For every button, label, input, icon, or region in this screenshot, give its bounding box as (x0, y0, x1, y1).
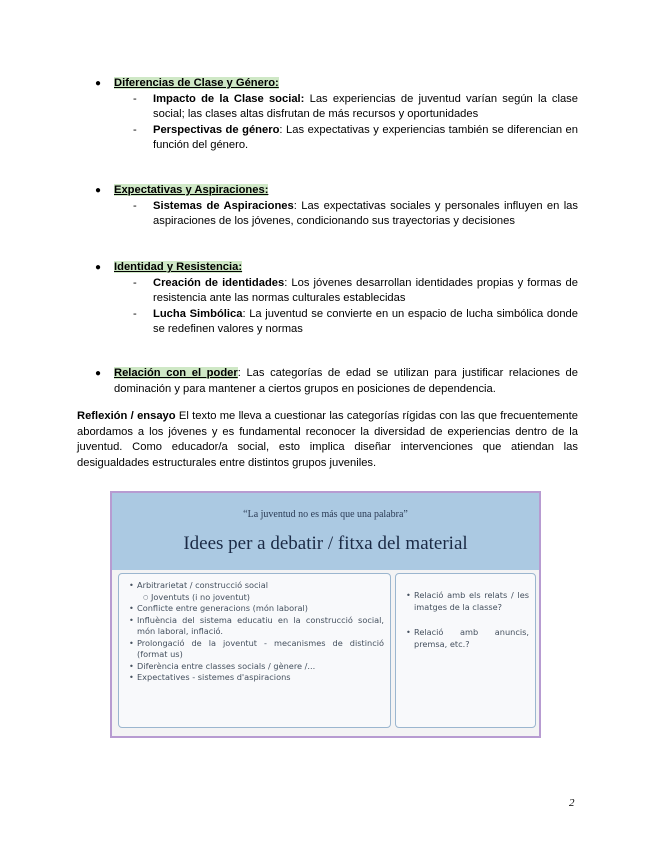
list-item: • Expectatives - sistemes d'aspiracions (129, 672, 384, 684)
dash-icon: - (133, 92, 137, 105)
reflection-paragraph: Reflexión / ensayo El texto me lleva a cuestionar las categorías rígidas con las que frecuentemente abordamos a los jóvenes y es fundamental reconocer la diversidad de experiencias dentro de la juventud. Como educador/a social, esto implica diseñar intervenciones que atiendan las desigualdades estructurales entre distintos grupos juveniles. (77, 410, 578, 469)
list-item: • Arbitrarietat / construcció social (129, 580, 384, 592)
list-item: ○ Joventuts (i no joventut) (129, 592, 384, 604)
bullet-paragraph: ● Relación con el poder: Las categorías de edad se utilizan para justificar relaciones de dominación y para mantener a ciertos grupos en posiciones de dependencia. (95, 367, 578, 395)
section-class-gender (94, 76, 578, 154)
list-item: • Influència del sistema educatiu en la construcció social, món laboral, inflació. (129, 615, 384, 638)
bullet-icon: ● (95, 78, 102, 89)
bullet-heading: ● Diferencias de Clase y Género: (94, 76, 578, 92)
list-item: - Impacto de la Clase social: Las experiencias de juventud varían según la clase social; las clases altas disfrutan de más recursos y oportunidades (133, 92, 578, 121)
list-item: • Diferència entre classes socials / gènere /... (129, 661, 384, 673)
dash-icon: - (133, 276, 137, 289)
bullet-heading: ● Identidad y Resistencia: (94, 260, 578, 276)
list-item: • Relació amb anuncis, premsa, etc.? (406, 627, 529, 650)
slide-header (112, 493, 539, 570)
slide-right-panel (395, 573, 536, 728)
list-item: • Conflicte entre generacions (món laboral) (129, 603, 384, 615)
bullet-icon: ● (95, 262, 102, 273)
list-item: - Creación de identidades: Los jóvenes desarrollan identidades propias y formas de resistencia ante las normas culturales establecidas (133, 276, 578, 305)
list-item: • Relació amb els relats / les imatges de la classe? (406, 590, 529, 613)
slide-image (110, 491, 541, 738)
list-item: - Perspectivas de género: Las expectativas y experiencias también se diferencian en función del género. (133, 123, 578, 152)
list-item: - Sistemas de Aspiraciones: Las expectativas sociales y personales influyen en las aspiraciones de los jóvenes, condicionando sus trayectorias y decisiones (133, 199, 578, 228)
bullet-icon: ● (95, 185, 102, 196)
section-expectations (94, 183, 578, 230)
dash-icon: - (133, 123, 137, 136)
slide-title: Idees per a debatir / fitxa del material (183, 533, 468, 554)
section-power (94, 366, 578, 397)
bullet-icon: ● (95, 368, 102, 379)
list-item: - Lucha Simbólica: La juventud se convierte en un espacio de lucha simbólica donde se redefinen valores y normas (133, 307, 578, 336)
list-item: • Prolongació de la joventut - mecanismes de distinció (format us) (129, 638, 384, 661)
slide-left-panel (118, 573, 391, 728)
page-number: 2 (569, 797, 575, 809)
slide-quote: “La juventud no es más que una palabra” (243, 509, 408, 520)
dash-icon: - (133, 307, 137, 320)
section-identity (94, 260, 578, 338)
bullet-heading: ● Expectativas y Aspiraciones: (94, 183, 578, 199)
dash-icon: - (133, 199, 137, 212)
